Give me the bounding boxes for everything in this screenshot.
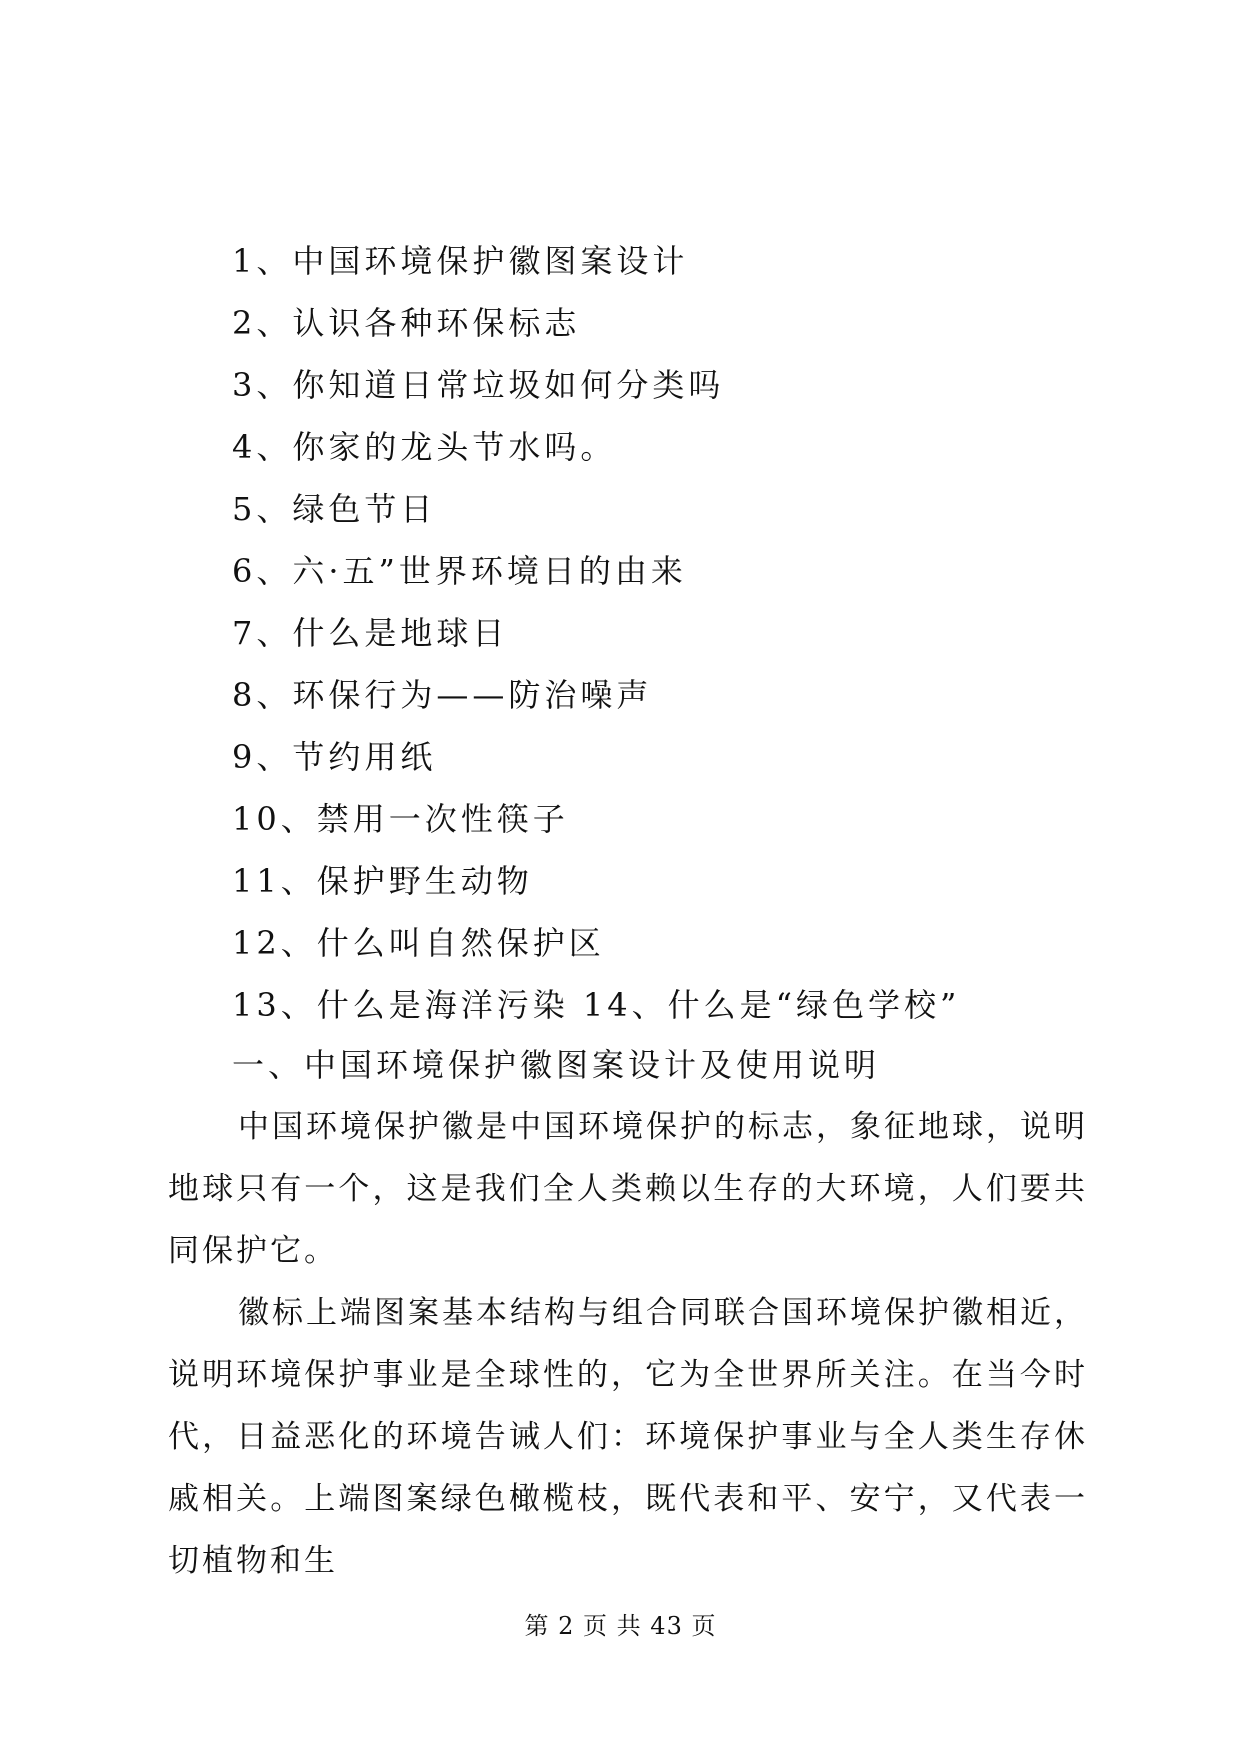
toc-item: 3、你知道日常垃圾如何分类吗 (232, 366, 725, 404)
toc-item: 11、保护野生动物 (232, 862, 533, 900)
toc-item: 13、什么是海洋污染 14、什么是“绿色学校” (232, 986, 961, 1024)
section-heading: 一、中国环境保护徽图案设计及使用说明 (232, 1046, 881, 1084)
toc-item: 8、环保行为——防治噪声 (232, 676, 653, 714)
toc-item: 4、你家的龙头节水吗。 (232, 428, 617, 466)
toc-item: 9、节约用纸 (232, 738, 437, 776)
toc-item: 10、禁用一次性筷子 (232, 800, 569, 838)
paragraph: 中国环境保护徽是中国环境保护的标志，象征地球，说明地球只有一个，这是我们全人类赖以生存的大环境，人们要共同保护它。 (168, 1109, 1088, 1269)
toc-item: 1、中国环境保护徽图案设计 (232, 242, 689, 280)
toc-item: 6、六·五”世界环境日的由来 (232, 552, 687, 590)
toc-item: 2、认识各种环保标志 (232, 304, 581, 342)
paragraph: 徽标上端图案基本结构与组合同联合国环境保护徽相近，说明环境保护事业是全球性的，它为全世界所关注。在当今时代，日益恶化的环境告诫人们：环境保护事业与全人类生存休戚相关。上端图案绿色橄榄枝，既代表和平、安宁，又代表一切植物和生 (168, 1295, 1088, 1579)
toc-item: 5、绿色节日 (232, 490, 437, 528)
table-of-contents (232, 230, 960, 1036)
page-footer: 第 2 页 共 43 页 (524, 1612, 717, 1640)
toc-item: 12、什么叫自然保护区 (232, 924, 605, 962)
body-text (168, 1096, 1088, 1592)
toc-item: 7、什么是地球日 (232, 614, 509, 652)
